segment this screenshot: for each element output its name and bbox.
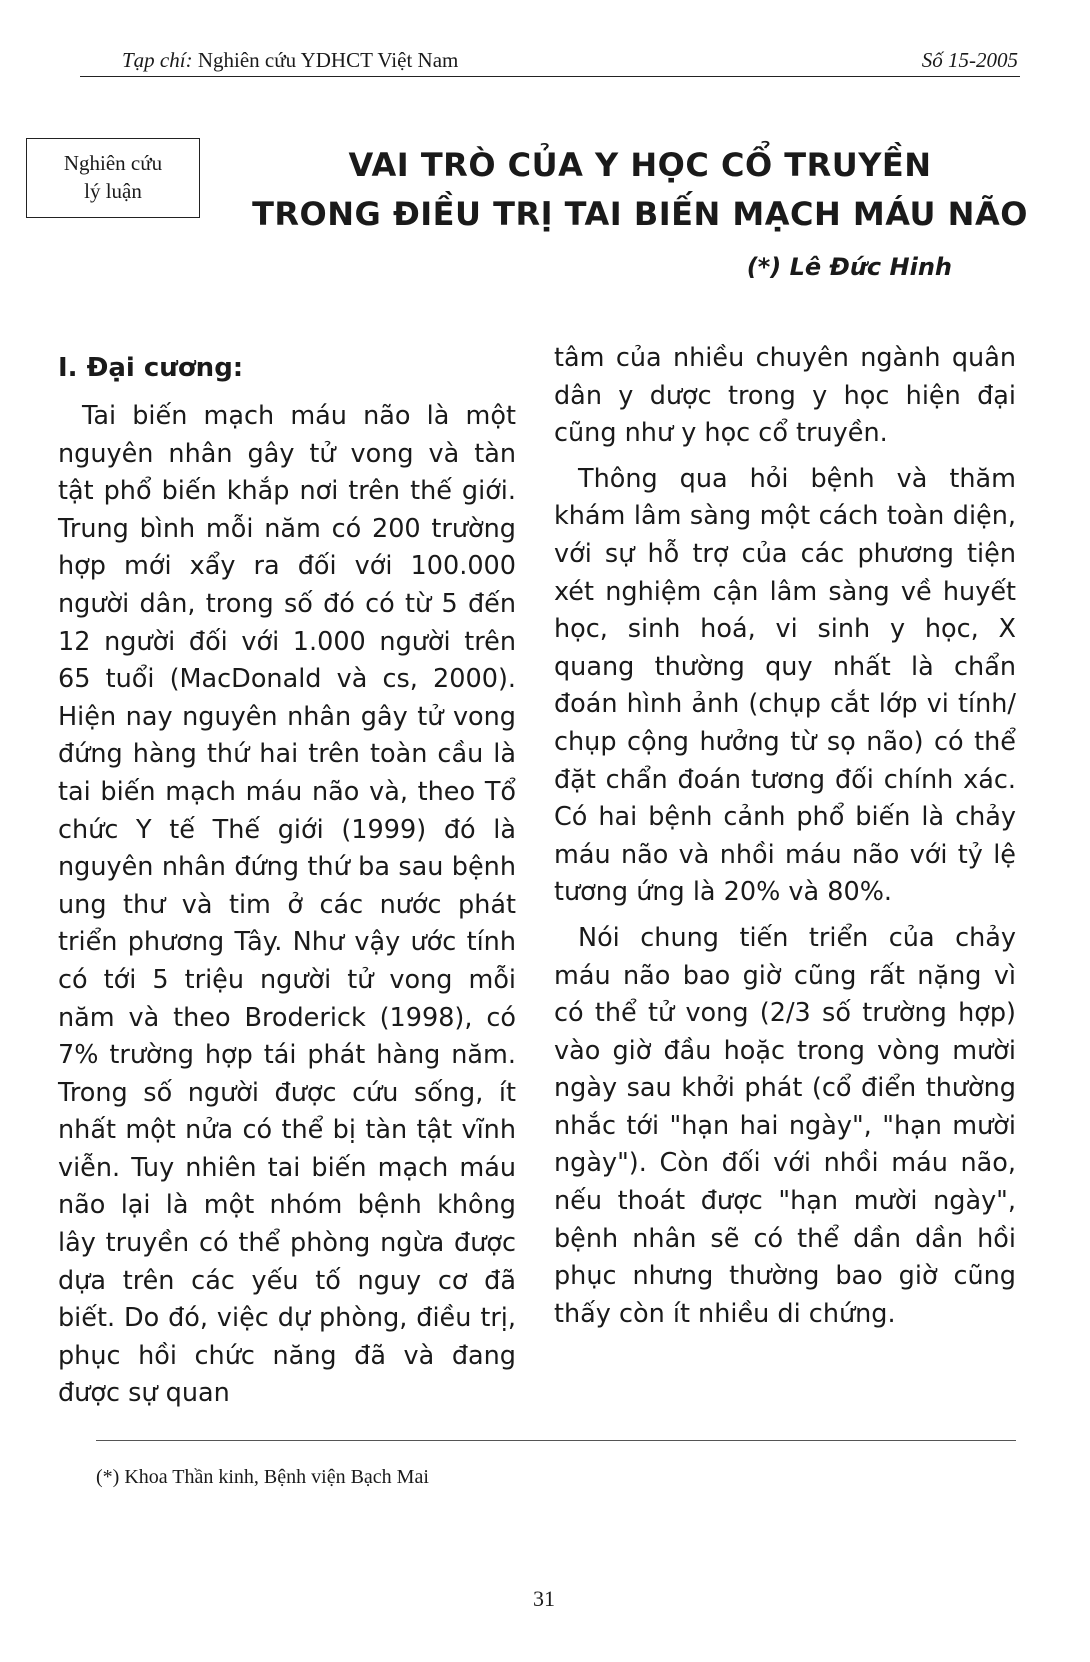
- journal-name: Nghiên cứu YDHCT Việt Nam: [197, 48, 459, 72]
- paragraph: Tai biến mạch máu não là một nguyên nhân gây tử vong và tàn tật phổ biến khắp nơi trên thế giới. Trung bình mỗi năm có 200 trường hợp mới xẩy ra đối với 100.000 người dân, trong số đó có từ 5 đến 12 người đối với 1.000 người trên 65 tuổi (MacDonald và cs, 2000). Hiện nay nguyên nhân gây tử vong đứng hàng thứ hai trên toàn cầu là tai biến mạch máu não và, theo Tổ chức Y tế Thế giới (1999) đó là nguyên nhân đứng thứ ba sau bệnh ung thư và tim ở các nước phát triển phương Tây. Như vậy ước tính có tới 5 triệu người tử vong mỗi năm và theo Broderick (1998), có 7% trường hợp tái phát hàng năm. Trong số người được cứu sống, ít nhất một nửa có thể bị tàn tật vĩnh viễn. Tuy nhiên tai biến mạch máu não lại là một nhóm bệnh không lây truyền có thể phòng ngừa được dựa trên các yếu tố nguy cơ đã biết. Do đó, việc dự phòng, điều trị, phục hồi chức năng đã và đang được sự quan: [58, 401, 516, 1409]
- right-column: [554, 340, 1016, 1333]
- page-number: 31: [533, 1586, 555, 1611]
- category-line-2: lý luận: [84, 179, 142, 203]
- paragraph: Nói chung tiến triển của chảy máu não bao giờ cũng rất nặng vì có thể tử vong (2/3 số trường hợp) vào giờ đầu hoặc trong vòng mười ngày sau khởi phát (cổ điển thường nhắc tới "hạn hai ngày", "hạn mười ngày"). Còn đối với nhồi máu não, nếu thoát được "hạn mười ngày", bệnh nhân sẽ có thể dần dần hồi phục nhưng thường bao giờ cũng thấy còn ít nhiều di chứng.: [554, 922, 1016, 1329]
- category-box: [26, 138, 200, 218]
- footnote: (*) Khoa Thần kinh, Bệnh viện Bạch Mai: [96, 1466, 429, 1488]
- article-title-line-2: TRONG ĐIỀU TRỊ TAI BIẾN MẠCH MÁU NÃO: [252, 195, 1028, 233]
- footnote-divider: [96, 1440, 1016, 1441]
- paragraph: tâm của nhiều chuyên ngành quân dân y dược trong y học hiện đại cũng như y học cổ truyền.: [554, 343, 1016, 449]
- section-heading: I. Đại cương:: [58, 353, 244, 383]
- running-header: [80, 46, 1020, 77]
- journal-title: [122, 48, 458, 73]
- journal-label: Tạp chí:: [122, 48, 193, 72]
- author: (*) Lê Đức Hinh: [746, 253, 952, 281]
- paragraph: Thông qua hỏi bệnh và thăm khám lâm sàng một cách toàn diện, với sự hỗ trợ của các phương tiện xét nghiệm cận lâm sàng về huyết học, sinh hoá, vi sinh y học, X quang thường quy nhất là chẩn đoán hình ảnh (chụp cắt lớp vi tính/ chụp cộng hưởng từ sọ não) có thể đặt chẩn đoán tương đối chính xác. Có hai bệnh cảnh phổ biến là chảy máu não và nhồi máu não với tỷ lệ tương ứng là 20% và 80%.: [554, 463, 1016, 908]
- left-column: [58, 348, 516, 1413]
- issue-number: Số 15-2005: [921, 48, 1018, 72]
- article-title-line-1: VAI TRÒ CỦA Y HỌC CỔ TRUYỀN: [348, 146, 932, 184]
- category-line-1: Nghiên cứu: [63, 151, 163, 175]
